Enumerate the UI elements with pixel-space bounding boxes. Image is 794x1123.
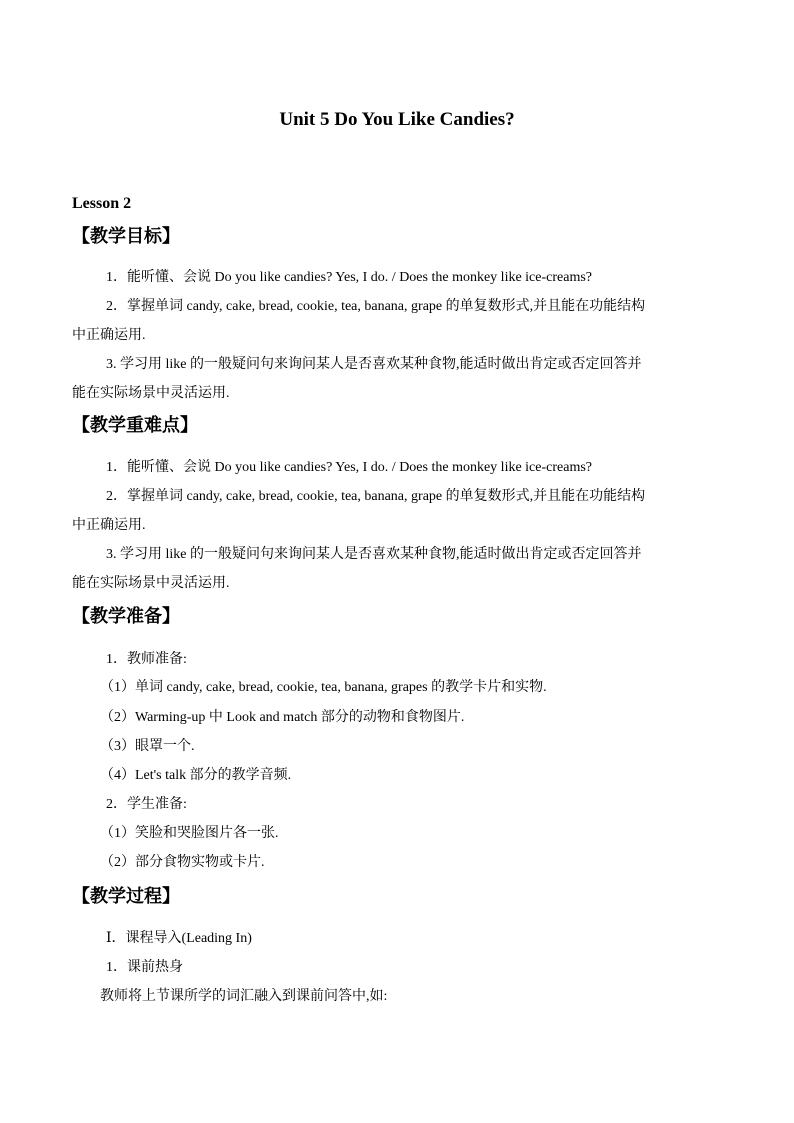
preparation-student-2: （2）部分食物实物或卡片. [100,855,265,870]
preparation-student: 2．学生准备: [106,797,187,812]
preparation-teacher-2: （2）Warming-up 中 Look and match 部分的动物和食物图片. [100,710,465,725]
section-heading-process: 【教学过程】 [72,886,180,907]
keypoints-item-2-cont: 中正确运用. [72,518,146,533]
keypoints-item-3-cont: 能在实际场景中灵活运用. [72,576,230,591]
objectives-item-2: 2．掌握单词 candy, cake, bread, cookie, tea, banana, grape 的单复数形式,并且能在功能结构 [106,299,646,314]
preparation-student-1: （1）笑脸和哭脸图片各一张. [100,826,279,841]
process-step-1-text: 教师将上节课所学的词汇融入到课前问答中,如: [100,989,388,1004]
objectives-item-3-cont: 能在实际场景中灵活运用. [72,386,230,401]
lesson-label: Lesson 2 [72,195,132,212]
objectives-item-3: 3. 学习用 like 的一般疑问句来询问某人是否喜欢某种食物,能适时做出肯定或否定回答并 [106,357,642,372]
section-heading-preparation: 【教学准备】 [72,606,180,627]
process-step-1: 1．课前热身 [106,960,183,975]
objectives-item-1: 1．能听懂、会说 Do you like candies? Yes, I do. / Does the monkey like ice-creams? [106,270,593,285]
objectives-item-2-cont: 中正确运用. [72,328,146,343]
process-part-1: Ⅰ．课程导入(Leading In) [106,931,252,946]
preparation-teacher-4: （4）Let's talk 部分的教学音频. [100,768,292,783]
keypoints-item-1: 1．能听懂、会说 Do you like candies? Yes, I do. / Does the monkey like ice-creams? [106,460,593,475]
section-heading-keypoints: 【教学重难点】 [72,415,198,436]
preparation-teacher-3: （3）眼罩一个. [100,739,195,754]
section-heading-objectives: 【教学目标】 [72,226,180,247]
keypoints-item-3: 3. 学习用 like 的一般疑问句来询问某人是否喜欢某种食物,能适时做出肯定或否定回答并 [106,547,642,562]
document-title: Unit 5 Do You Like Candies? [279,109,515,130]
preparation-teacher-1: （1）单词 candy, cake, bread, cookie, tea, banana, grapes 的教学卡片和实物. [100,680,547,695]
keypoints-item-2: 2．掌握单词 candy, cake, bread, cookie, tea, banana, grape 的单复数形式,并且能在功能结构 [106,489,646,504]
preparation-teacher: 1．教师准备: [106,652,187,667]
